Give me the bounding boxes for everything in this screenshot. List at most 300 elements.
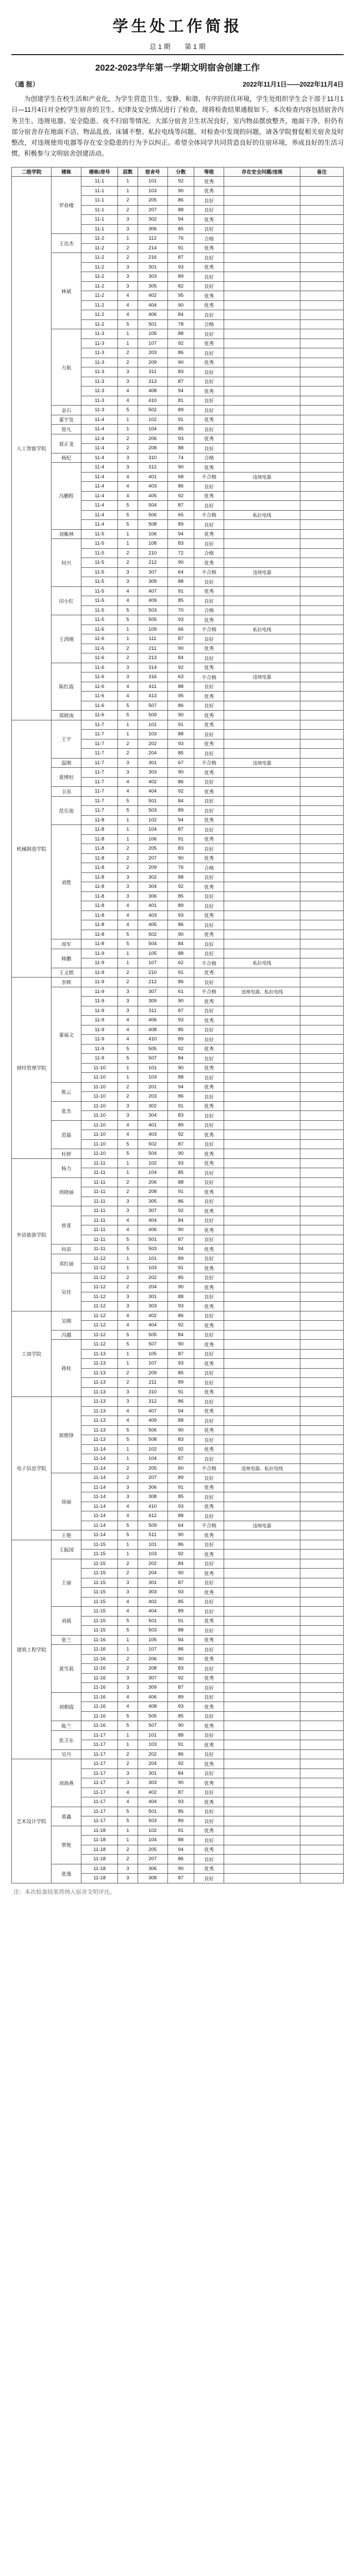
cell-room-code: 11-13 xyxy=(81,1425,118,1435)
cell-grade: 良好 xyxy=(194,367,224,377)
cell-floor: 5 xyxy=(118,1816,138,1826)
cell-room-code: 11-10 xyxy=(81,1111,118,1121)
cell-issues xyxy=(224,1559,300,1569)
cell-room-code: 11-2 xyxy=(81,281,118,291)
cell-floor: 5 xyxy=(118,711,138,720)
cell-floor: 1 xyxy=(118,825,138,835)
cell-remark xyxy=(300,548,344,558)
cell-grade: 良好 xyxy=(194,1349,224,1359)
cell-remark xyxy=(300,415,344,425)
cell-score: 88 xyxy=(167,205,194,215)
cell-remark xyxy=(300,1740,344,1750)
cell-issues xyxy=(224,901,300,911)
cell-floor: 3 xyxy=(118,281,138,291)
cell-score: 91 xyxy=(167,1483,194,1492)
cell-issues xyxy=(224,253,300,263)
cell-grade: 良好 xyxy=(194,1092,224,1102)
cell-grade: 优秀 xyxy=(194,815,224,825)
cell-grade: 良好 xyxy=(194,1073,224,1083)
cell-remark xyxy=(300,196,344,206)
cell-score: 86 xyxy=(167,1397,194,1407)
cell-grade: 良好 xyxy=(194,1368,224,1378)
table-row xyxy=(12,720,344,730)
cell-dorm-no: 505 xyxy=(138,615,167,625)
cell-dorm-no: 314 xyxy=(138,663,167,672)
cell-issues xyxy=(224,968,300,978)
cell-room-code: 11-15 xyxy=(81,1607,118,1617)
cell-score: 87 xyxy=(167,1349,194,1359)
cell-floor: 4 xyxy=(118,1130,138,1140)
cell-issues xyxy=(224,1330,300,1340)
cell-grade: 良好 xyxy=(194,1330,224,1340)
cell-grade: 良好 xyxy=(194,1664,224,1674)
cell-room-code: 11-3 xyxy=(81,377,118,386)
cell-floor: 2 xyxy=(118,739,138,749)
cell-issues xyxy=(224,501,300,511)
cell-grade: 优秀 xyxy=(194,1101,224,1111)
cell-score: 83 xyxy=(167,1435,194,1445)
cell-floor: 4 xyxy=(118,1120,138,1130)
cell-floor: 3 xyxy=(118,1683,138,1693)
cell-score: 90 xyxy=(167,1063,194,1073)
cell-remark xyxy=(300,1340,344,1350)
cell-remark xyxy=(300,692,344,701)
cell-grade: 良好 xyxy=(194,224,224,234)
cell-grade: 良好 xyxy=(194,806,224,816)
cell-remark xyxy=(300,1273,344,1283)
cell-score: 86 xyxy=(167,1092,194,1102)
cell-floor: 4 xyxy=(118,1597,138,1607)
cell-room-code: 11-5 xyxy=(81,577,118,587)
cell-grade: 优秀 xyxy=(194,1359,224,1369)
cell-issues xyxy=(224,1550,300,1559)
cell-dorm-no: 502 xyxy=(138,930,167,939)
cell-floor: 3 xyxy=(118,1101,138,1111)
cell-room-code: 11-2 xyxy=(81,310,118,320)
cell-issues xyxy=(224,196,300,206)
cell-room-code: 11-14 xyxy=(81,1473,118,1483)
cell-remark xyxy=(300,958,344,968)
cell-grade: 优秀 xyxy=(194,1264,224,1273)
cell-building: 王艳 xyxy=(52,1530,81,1540)
cell-issues xyxy=(224,1492,300,1502)
cell-room-code: 11-8 xyxy=(81,901,118,911)
cell-remark xyxy=(300,1502,344,1511)
cell-dorm-no: 101 xyxy=(138,1730,167,1740)
cell-grade: 优秀 xyxy=(194,1082,224,1092)
cell-score: 94 xyxy=(167,529,194,539)
cell-grade: 优秀 xyxy=(194,644,224,653)
header-floor: 层数 xyxy=(118,167,138,177)
cell-grade: 优秀 xyxy=(194,1406,224,1416)
cell-floor: 1 xyxy=(118,234,138,244)
cell-grade: 合格 xyxy=(194,548,224,558)
table-row xyxy=(12,949,344,958)
cell-remark xyxy=(300,377,344,386)
cell-room-code: 11-17 xyxy=(81,1759,118,1769)
cell-dorm-no: 210 xyxy=(138,968,167,978)
cell-grade: 优秀 xyxy=(194,243,224,253)
cell-issues xyxy=(224,1130,300,1140)
cell-grade: 优秀 xyxy=(194,1244,224,1254)
cell-room-code: 11-7 xyxy=(81,806,118,816)
cell-grade: 优秀 xyxy=(194,1016,224,1025)
cell-room-code: 11-17 xyxy=(81,1788,118,1797)
cell-remark xyxy=(300,367,344,377)
cell-remark xyxy=(300,711,344,720)
cell-dorm-no: 309 xyxy=(138,1683,167,1693)
cell-grade: 良好 xyxy=(194,1254,224,1264)
cell-dorm-no: 410 xyxy=(138,1035,167,1045)
cell-dorm-no: 406 xyxy=(138,1692,167,1702)
cell-room-code: 11-6 xyxy=(81,672,118,682)
cell-remark xyxy=(300,1006,344,1016)
cell-room-code: 11-7 xyxy=(81,749,118,759)
cell-remark xyxy=(300,1702,344,1712)
cell-score: 85 xyxy=(167,1492,194,1502)
cell-remark xyxy=(300,834,344,844)
cell-score: 89 xyxy=(167,1607,194,1617)
cell-issues: 私拉电线 xyxy=(224,958,300,968)
cell-floor: 4 xyxy=(118,596,138,606)
table-row xyxy=(12,539,344,549)
cell-score: 87 xyxy=(167,1683,194,1693)
cell-issues xyxy=(224,1654,300,1664)
cell-dorm-no: 101 xyxy=(138,720,167,730)
cell-remark xyxy=(300,1540,344,1550)
cell-grade: 优秀 xyxy=(194,1158,224,1168)
cell-issues xyxy=(224,577,300,587)
cell-floor: 3 xyxy=(118,1588,138,1597)
cell-room-code: 11-5 xyxy=(81,596,118,606)
cell-issues xyxy=(224,1569,300,1578)
cell-remark xyxy=(300,300,344,310)
cell-room-code: 11-5 xyxy=(81,548,118,558)
table-row xyxy=(12,1082,344,1092)
cell-score: 87 xyxy=(167,1874,194,1883)
cell-room-code: 11-17 xyxy=(81,1749,118,1759)
cell-remark xyxy=(300,1454,344,1464)
cell-dorm-no: 208 xyxy=(138,1664,167,1674)
cell-score: 93 xyxy=(167,739,194,749)
cell-building: 冯越 xyxy=(52,1330,81,1340)
cell-dorm-no: 404 xyxy=(138,1607,167,1617)
cell-building: 刘倩 xyxy=(52,1607,81,1636)
cell-floor: 2 xyxy=(118,749,138,759)
cell-building: 黄博恒 xyxy=(52,768,81,787)
cell-dorm-no: 501 xyxy=(138,319,167,329)
cell-grade: 优秀 xyxy=(194,1673,224,1683)
cell-score: 92 xyxy=(167,1759,194,1769)
table-row xyxy=(12,453,344,463)
cell-room-code: 11-3 xyxy=(81,329,118,339)
cell-grade: 优秀 xyxy=(194,663,224,672)
cell-dorm-no: 202 xyxy=(138,1559,167,1569)
cell-room-code: 11-4 xyxy=(81,472,118,482)
cell-remark xyxy=(300,615,344,625)
cell-remark xyxy=(300,787,344,797)
cell-grade: 优秀 xyxy=(194,1502,224,1511)
cell-room-code: 11-16 xyxy=(81,1654,118,1664)
cell-floor: 4 xyxy=(118,1025,138,1035)
cell-issues xyxy=(224,1187,300,1197)
inspection-table xyxy=(11,167,344,1883)
cell-issues: 违规电器 xyxy=(224,567,300,577)
cell-remark xyxy=(300,1759,344,1769)
cell-score: 85 xyxy=(167,749,194,759)
cell-issues xyxy=(224,539,300,549)
cell-issues xyxy=(224,1788,300,1797)
cell-score: 90 xyxy=(167,358,194,367)
cell-remark xyxy=(300,329,344,339)
cell-building: 黄雪莉 xyxy=(52,1645,81,1693)
cell-room-code: 11-3 xyxy=(81,386,118,396)
cell-remark xyxy=(300,1521,344,1530)
cell-floor: 1 xyxy=(118,958,138,968)
cell-dorm-no: 504 xyxy=(138,501,167,511)
cell-dorm-no: 304 xyxy=(138,1111,167,1121)
cell-dorm-no: 101 xyxy=(138,177,167,187)
cell-issues xyxy=(224,1283,300,1292)
cell-dorm-no: 102 xyxy=(138,415,167,425)
cell-room-code: 11-4 xyxy=(81,463,118,473)
cell-score: 94 xyxy=(167,1845,194,1855)
cell-room-code: 11-13 xyxy=(81,1387,118,1397)
cell-floor: 1 xyxy=(118,1826,138,1836)
cell-room-code: 11-5 xyxy=(81,558,118,568)
cell-remark xyxy=(300,1330,344,1340)
cell-remark xyxy=(300,1664,344,1674)
table-row xyxy=(12,1273,344,1283)
cell-dorm-no: 402 xyxy=(138,777,167,787)
cell-grade: 良好 xyxy=(194,396,224,406)
cell-issues xyxy=(224,1845,300,1855)
cell-grade: 良好 xyxy=(194,634,224,644)
cell-floor: 1 xyxy=(118,339,138,348)
table-row xyxy=(12,825,344,835)
cell-grade: 优秀 xyxy=(194,1149,224,1159)
cell-floor: 3 xyxy=(118,1111,138,1121)
cell-grade: 良好 xyxy=(194,1397,224,1407)
cell-floor: 3 xyxy=(118,891,138,901)
cell-floor: 5 xyxy=(118,1044,138,1054)
cell-room-code: 11-6 xyxy=(81,653,118,663)
cell-dorm-no: 303 xyxy=(138,768,167,778)
cell-remark xyxy=(300,386,344,396)
cell-grade: 良好 xyxy=(194,348,224,358)
cell-remark xyxy=(300,339,344,348)
cell-room-code: 11-9 xyxy=(81,958,118,968)
table-row xyxy=(12,1120,344,1130)
cell-issues: 违规电器 xyxy=(224,472,300,482)
header-issues: 存在安全问题/违规 xyxy=(224,167,300,177)
cell-floor: 2 xyxy=(118,653,138,663)
cell-remark xyxy=(300,1769,344,1778)
cell-score: 93 xyxy=(167,1158,194,1168)
cell-issues xyxy=(224,796,300,806)
cell-grade: 良好 xyxy=(194,1025,224,1035)
cell-grade: 优秀 xyxy=(194,1759,224,1769)
table-row xyxy=(12,406,344,415)
cell-score: 87 xyxy=(167,1788,194,1797)
cell-remark xyxy=(300,1130,344,1140)
cell-dorm-no: 107 xyxy=(138,1359,167,1369)
cell-grade: 不合格 xyxy=(194,1521,224,1530)
cell-remark xyxy=(300,319,344,329)
cell-dorm-no: 402 xyxy=(138,1311,167,1321)
cell-grade: 不合格 xyxy=(194,1463,224,1473)
cell-score: 84 xyxy=(167,310,194,320)
cell-grade: 优秀 xyxy=(194,1206,224,1216)
cell-floor: 3 xyxy=(118,758,138,768)
cell-room-code: 11-14 xyxy=(81,1502,118,1511)
cell-dorm-no: 407 xyxy=(138,586,167,596)
cell-remark xyxy=(300,605,344,615)
table-row xyxy=(12,1206,344,1216)
cell-room-code: 11-15 xyxy=(81,1626,118,1636)
cell-room-code: 11-12 xyxy=(81,1292,118,1302)
cell-score: 93 xyxy=(167,1302,194,1311)
cell-score: 89 xyxy=(167,406,194,415)
cell-remark xyxy=(300,1349,344,1359)
table-row xyxy=(12,615,344,625)
cell-room-code: 11-10 xyxy=(81,1101,118,1111)
cell-remark xyxy=(300,558,344,568)
cell-dorm-no: 401 xyxy=(138,472,167,482)
cell-floor: 2 xyxy=(118,1845,138,1855)
cell-dorm-no: 501 xyxy=(138,1235,167,1244)
cell-room-code: 11-8 xyxy=(81,930,118,939)
cell-grade: 良好 xyxy=(194,872,224,882)
cell-room-code: 11-11 xyxy=(81,1225,118,1235)
cell-dorm-no: 104 xyxy=(138,825,167,835)
cell-grade: 不合格 xyxy=(194,625,224,634)
cell-score: 89 xyxy=(167,901,194,911)
cell-floor: 3 xyxy=(118,768,138,778)
cell-dorm-no: 105 xyxy=(138,329,167,339)
cell-grade: 优秀 xyxy=(194,1530,224,1540)
cell-remark xyxy=(300,1292,344,1302)
cell-issues xyxy=(224,1588,300,1597)
cell-score: 90 xyxy=(167,1721,194,1731)
cell-remark xyxy=(300,663,344,672)
cell-issues xyxy=(224,701,300,711)
cell-grade: 良好 xyxy=(194,406,224,415)
cell-grade: 良好 xyxy=(194,777,224,787)
table-row xyxy=(12,787,344,797)
cell-issues xyxy=(224,1692,300,1702)
cell-dorm-no: 207 xyxy=(138,1855,167,1864)
cell-room-code: 11-2 xyxy=(81,291,118,301)
cell-room-code: 11-3 xyxy=(81,348,118,358)
cell-issues xyxy=(224,415,300,425)
cell-floor: 5 xyxy=(118,939,138,949)
cell-room-code: 11-10 xyxy=(81,1082,118,1092)
cell-issues xyxy=(224,825,300,835)
cell-score: 92 xyxy=(167,177,194,187)
cell-grade: 良好 xyxy=(194,1836,224,1845)
cell-room-code: 11-14 xyxy=(81,1454,118,1464)
cell-score: 90 xyxy=(167,1283,194,1292)
cell-score: 88 xyxy=(167,682,194,692)
cell-dorm-no: 303 xyxy=(138,1302,167,1311)
cell-issues xyxy=(224,224,300,234)
cell-building: 陈红霞 xyxy=(52,663,81,711)
cell-score: 90 xyxy=(167,1149,194,1159)
cell-issues xyxy=(224,1759,300,1769)
cell-remark xyxy=(300,1874,344,1883)
cell-issues xyxy=(224,949,300,958)
cell-grade: 优秀 xyxy=(194,768,224,778)
cell-room-code: 11-11 xyxy=(81,1168,118,1178)
cell-score: 78 xyxy=(167,319,194,329)
cell-issues xyxy=(224,711,300,720)
cell-room-code: 11-4 xyxy=(81,501,118,511)
cell-score: 88 xyxy=(167,444,194,453)
cell-dorm-no: 408 xyxy=(138,386,167,396)
cell-score: 84 xyxy=(167,1769,194,1778)
cell-room-code: 11-8 xyxy=(81,872,118,882)
cell-grade: 优秀 xyxy=(194,968,224,978)
cell-remark xyxy=(300,272,344,282)
cell-grade: 良好 xyxy=(194,1120,224,1130)
cell-remark xyxy=(300,920,344,930)
cell-remark xyxy=(300,1063,344,1073)
cell-dorm-no: 506 xyxy=(138,1425,167,1435)
cell-floor: 3 xyxy=(118,1673,138,1683)
cell-grade: 良好 xyxy=(194,196,224,206)
cell-building: 杜婷 xyxy=(52,1149,81,1159)
cell-room-code: 11-13 xyxy=(81,1368,118,1378)
cell-issues xyxy=(224,310,300,320)
cell-floor: 4 xyxy=(118,1035,138,1045)
cell-remark xyxy=(300,1607,344,1617)
cell-building: 徐丽 xyxy=(52,1473,81,1530)
date-range: 2022年11月1日——2022年11月4日 xyxy=(243,81,344,88)
cell-issues xyxy=(224,406,300,415)
cell-dorm-no: 502 xyxy=(138,1139,167,1149)
cell-school: 机械制造学院 xyxy=(12,720,52,978)
cell-room-code: 11-5 xyxy=(81,567,118,577)
cell-room-code: 11-17 xyxy=(81,1797,118,1807)
cell-dorm-no: 509 xyxy=(138,711,167,720)
table-body xyxy=(12,177,344,1883)
cell-dorm-no: 402 xyxy=(138,1597,167,1607)
header-score: 分数 xyxy=(167,167,194,177)
cell-dorm-no: 111 xyxy=(138,634,167,644)
cell-floor: 4 xyxy=(118,1788,138,1797)
cell-dorm-no: 312 xyxy=(138,1397,167,1407)
cell-floor: 4 xyxy=(118,920,138,930)
cell-floor: 1 xyxy=(118,529,138,539)
cell-dorm-no: 309 xyxy=(138,997,167,1006)
cell-dorm-no: 204 xyxy=(138,1283,167,1292)
cell-score: 64 xyxy=(167,1521,194,1530)
cell-issues xyxy=(224,1378,300,1388)
cell-issues xyxy=(224,339,300,348)
cell-room-code: 11-10 xyxy=(81,1139,118,1149)
cell-issues xyxy=(224,644,300,653)
cell-score: 83 xyxy=(167,367,194,377)
cell-grade: 良好 xyxy=(194,1006,224,1016)
cell-floor: 5 xyxy=(118,1425,138,1435)
cell-issues: 私拉电线 xyxy=(224,625,300,634)
cell-building: 曾凡 xyxy=(52,425,81,434)
cell-building: 张兰 xyxy=(52,1635,81,1645)
cell-grade: 合格 xyxy=(194,234,224,244)
cell-score: 89 xyxy=(167,1254,194,1264)
cell-remark xyxy=(300,1120,344,1130)
